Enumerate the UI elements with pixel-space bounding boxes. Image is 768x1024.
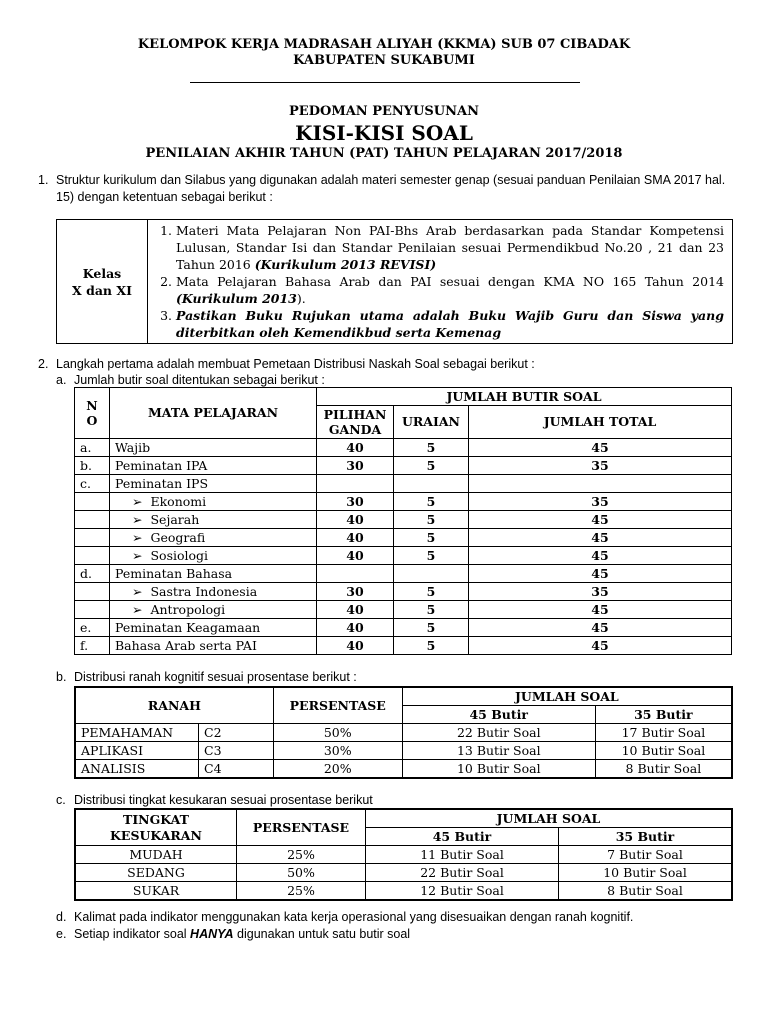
section-2a-text: Jumlah butir soal ditentukan sebagai berikut :	[74, 373, 325, 387]
col-tingkat-line-2: KESUKARAN	[110, 827, 202, 843]
col-tingkat-line-1: TINGKAT	[123, 811, 189, 827]
col-pilihan-ganda: PILIHAN GANDA	[317, 406, 394, 439]
row-pg: 40	[317, 439, 394, 457]
row-no: d.	[75, 565, 110, 583]
section-2-text: Langkah pertama adalah membuat Pemetaan Distribusi Naskah Soal sebagai berikut :	[56, 357, 535, 371]
row-pg	[317, 475, 394, 493]
row-pg: 40	[317, 637, 394, 655]
table-row	[75, 601, 732, 619]
row-35: 8 Butir Soal	[559, 882, 733, 901]
section-2d-label: d.	[56, 910, 67, 924]
row-total: 45	[469, 547, 732, 565]
row-pg: 40	[317, 619, 394, 637]
col-mapel: MATA PELAJARAN	[110, 388, 317, 439]
header-line-2: KABUPATEN SUKABUMI	[293, 53, 475, 68]
col-tingkat-kesukaran	[75, 809, 237, 846]
section-2c-label: c.	[56, 793, 66, 807]
arrow-bullet-icon: ➢	[132, 601, 143, 617]
kelas-cell	[57, 220, 148, 344]
section-2d-text: Kalimat pada indikator menggunakan kata kerja operasional yang disesuaikan dengan ranah kognitif.	[74, 910, 634, 924]
row-uraian	[394, 565, 469, 583]
kelas-label-2: X dan XI	[72, 282, 132, 298]
row-pg	[317, 565, 394, 583]
row-mapel-label: Peminatan Keagamaan	[115, 619, 261, 635]
col-35-butir: 35 Butir	[595, 706, 732, 724]
row-pg: 30	[317, 493, 394, 511]
row-mapel-label: Geografi	[150, 529, 206, 545]
jumlah-butir-table	[74, 387, 732, 655]
header-rule	[190, 82, 580, 83]
row-uraian: 5	[394, 601, 469, 619]
section-2-number: 2.	[38, 357, 49, 371]
pre-title: PEDOMAN PENYUSUNAN	[289, 104, 479, 119]
row-uraian	[394, 475, 469, 493]
row-35: 8 Butir Soal	[595, 760, 732, 779]
row-mapel	[110, 565, 317, 583]
col-35-butir: 35 Butir	[559, 828, 733, 846]
row-mapel	[110, 457, 317, 475]
col-uraian: URAIAN	[394, 406, 469, 439]
row-ranah: PEMAHAMAN	[75, 724, 199, 742]
kelas-item-text: Materi Mata Pelajaran Non PAI-Bhs Arab berdasarkan pada Standar Kompetensi Lulusan, Standar Isi dan Standar Penilaian sesuai Permendikbud No.20 , 21 dan 23 Tahun 2016	[176, 223, 724, 272]
row-persen: 50%	[273, 724, 402, 742]
col-jumlah-butir: JUMLAH BUTIR SOAL	[317, 388, 732, 406]
col-jumlah-soal: JUMLAH SOAL	[366, 809, 733, 828]
row-mapel-label: Sastra Indonesia	[150, 583, 258, 599]
kelas-item-text: Mata Pelajaran Bahasa Arab dan PAI sesuai dengan KMA NO 165 Tahun 2014	[176, 274, 724, 289]
table-row	[75, 583, 732, 601]
kelas-label-1: Kelas	[82, 265, 122, 281]
table-row	[75, 565, 732, 583]
row-45: 13 Butir Soal	[402, 742, 595, 760]
col-persentase: PERSENTASE	[237, 809, 366, 846]
row-35: 10 Butir Soal	[595, 742, 732, 760]
row-kode: C4	[199, 760, 274, 779]
col-45-butir: 45 Butir	[366, 828, 559, 846]
row-mapel-label: Peminatan Bahasa	[115, 565, 233, 581]
col-jumlah-soal: JUMLAH SOAL	[402, 687, 732, 706]
row-mapel	[110, 475, 317, 493]
row-no	[75, 529, 110, 547]
kesukaran-table	[74, 808, 733, 901]
row-45: 22 Butir Soal	[402, 724, 595, 742]
row-pg: 30	[317, 583, 394, 601]
row-uraian: 5	[394, 637, 469, 655]
row-no	[75, 511, 110, 529]
page-title: KISI-KISI SOAL	[295, 121, 473, 145]
kelas-item-tail: ).	[296, 291, 306, 306]
row-persen: 30%	[273, 742, 402, 760]
row-mapel-label: Sosiologi	[150, 547, 209, 563]
row-ranah: ANALISIS	[75, 760, 199, 779]
row-mapel	[110, 637, 317, 655]
row-no: e.	[75, 619, 110, 637]
row-total: 45	[469, 529, 732, 547]
kelas-items-list	[154, 222, 724, 341]
row-tingkat: MUDAH	[75, 846, 237, 864]
row-total	[469, 475, 732, 493]
ranah-table	[74, 686, 733, 779]
section-2e-text	[74, 926, 410, 943]
kelas-table	[56, 219, 733, 344]
row-mapel-label: Peminatan IPA	[115, 457, 208, 473]
row-35: 7 Butir Soal	[559, 846, 733, 864]
row-mapel-label: Sejarah	[150, 511, 200, 527]
row-persen: 20%	[273, 760, 402, 779]
row-35: 17 Butir Soal	[595, 724, 732, 742]
section-2e-label: e.	[56, 927, 67, 941]
section-1-number: 1.	[38, 173, 49, 187]
row-persen: 50%	[237, 864, 366, 882]
col-jumlah-total: JUMLAH TOTAL	[469, 406, 732, 439]
section-2e-emph: HANYA	[190, 927, 234, 941]
row-uraian: 5	[394, 493, 469, 511]
row-mapel-label: Ekonomi	[150, 493, 207, 509]
row-mapel-label: Wajib	[115, 439, 151, 455]
row-mapel	[110, 529, 317, 547]
table-row	[75, 882, 732, 901]
row-persen: 25%	[237, 882, 366, 901]
row-total: 35	[469, 457, 732, 475]
table-row	[75, 760, 732, 779]
row-kode: C3	[199, 742, 274, 760]
row-total: 45	[469, 601, 732, 619]
row-total: 45	[469, 439, 732, 457]
row-no	[75, 493, 110, 511]
row-45: 22 Butir Soal	[366, 864, 559, 882]
section-2c-text: Distribusi tingkat kesukaran sesuai prosentase berikut	[74, 793, 373, 807]
row-45: 12 Butir Soal	[366, 882, 559, 901]
row-total: 45	[469, 637, 732, 655]
row-no	[75, 601, 110, 619]
table-row	[75, 457, 732, 475]
table-row	[75, 511, 732, 529]
arrow-bullet-icon: ➢	[132, 511, 143, 527]
col-no: N O	[75, 388, 110, 439]
kelas-item-emphasis: Pastikan Buku Rujukan utama adalah Buku Wajib Guru dan Siswa yang diterbitkan oleh Kemendikbud serta Kemenag	[176, 308, 724, 340]
row-no: c.	[75, 475, 110, 493]
row-total: 45	[469, 565, 732, 583]
row-ranah: APLIKASI	[75, 742, 199, 760]
row-mapel-label: Antropologi	[150, 601, 226, 617]
section-1-text: Struktur kurikulum dan Silabus yang digunakan adalah materi semester genap (sesuai panduan Penilaian SMA 2017 hal. 15) dengan ketentuan sebagai berikut :	[56, 173, 726, 204]
row-45: 11 Butir Soal	[366, 846, 559, 864]
row-pg: 40	[317, 547, 394, 565]
row-uraian: 5	[394, 439, 469, 457]
kelas-item	[176, 307, 724, 341]
row-35: 10 Butir Soal	[559, 864, 733, 882]
kelas-item	[176, 273, 724, 307]
table-row	[75, 547, 732, 565]
table-row	[75, 637, 732, 655]
table-row	[75, 529, 732, 547]
col-45-butir: 45 Butir	[402, 706, 595, 724]
kelas-item-emphasis: (Kurikulum 2013 REVISI)	[254, 257, 437, 272]
row-mapel-label: Bahasa Arab serta PAI	[115, 637, 257, 653]
kelas-items-cell	[148, 220, 733, 344]
row-uraian: 5	[394, 529, 469, 547]
row-45: 10 Butir Soal	[402, 760, 595, 779]
table-row	[75, 724, 732, 742]
row-no: a.	[75, 439, 110, 457]
table-row	[75, 493, 732, 511]
row-uraian: 5	[394, 511, 469, 529]
arrow-bullet-icon: ➢	[132, 529, 143, 545]
row-pg: 40	[317, 529, 394, 547]
table-row	[75, 742, 732, 760]
row-tingkat: SUKAR	[75, 882, 237, 901]
table-row	[75, 846, 732, 864]
row-uraian: 5	[394, 619, 469, 637]
row-pg: 40	[317, 601, 394, 619]
row-mapel	[110, 601, 317, 619]
page-subtitle: PENILAIAN AKHIR TAHUN (PAT) TAHUN PELAJARAN 2017/2018	[145, 146, 623, 161]
col-ranah: RANAH	[75, 687, 273, 724]
row-uraian: 5	[394, 583, 469, 601]
section-2a-label: a.	[56, 373, 67, 387]
kelas-item	[176, 222, 724, 273]
row-mapel	[110, 493, 317, 511]
row-tingkat: SEDANG	[75, 864, 237, 882]
row-mapel-label: Peminatan IPS	[115, 475, 209, 491]
header-line-1: KELOMPOK KERJA MADRASAH ALIYAH (KKMA) SUB 07 CIBADAK	[137, 37, 631, 52]
section-2b-label: b.	[56, 670, 67, 684]
col-persentase: PERSENTASE	[273, 687, 402, 724]
table-row	[75, 864, 732, 882]
row-pg: 40	[317, 511, 394, 529]
arrow-bullet-icon: ➢	[132, 583, 143, 599]
arrow-bullet-icon: ➢	[132, 493, 143, 509]
row-no	[75, 547, 110, 565]
table-row	[75, 439, 732, 457]
section-2b-text: Distribusi ranah kognitif sesuai prosentase berikut :	[74, 670, 357, 684]
kesukaran-body	[75, 846, 732, 901]
table-row	[75, 619, 732, 637]
row-mapel	[110, 511, 317, 529]
row-total: 45	[469, 619, 732, 637]
arrow-bullet-icon: ➢	[132, 547, 143, 563]
row-no: b.	[75, 457, 110, 475]
row-mapel	[110, 583, 317, 601]
row-total: 35	[469, 583, 732, 601]
section-2e-pre: Setiap indikator soal	[74, 927, 191, 941]
row-no: f.	[75, 637, 110, 655]
ranah-body	[75, 724, 732, 779]
row-mapel	[110, 439, 317, 457]
row-total: 45	[469, 511, 732, 529]
row-uraian: 5	[394, 547, 469, 565]
row-persen: 25%	[237, 846, 366, 864]
row-no	[75, 583, 110, 601]
kelas-item-emphasis: (Kurikulum 2013	[176, 291, 297, 306]
row-mapel	[110, 619, 317, 637]
row-total: 35	[469, 493, 732, 511]
row-uraian: 5	[394, 457, 469, 475]
row-pg: 30	[317, 457, 394, 475]
row-kode: C2	[199, 724, 274, 742]
jumlah-butir-body	[75, 439, 732, 655]
row-mapel	[110, 547, 317, 565]
section-2e-post: digunakan untuk satu butir soal	[233, 927, 411, 941]
table-row	[75, 475, 732, 493]
